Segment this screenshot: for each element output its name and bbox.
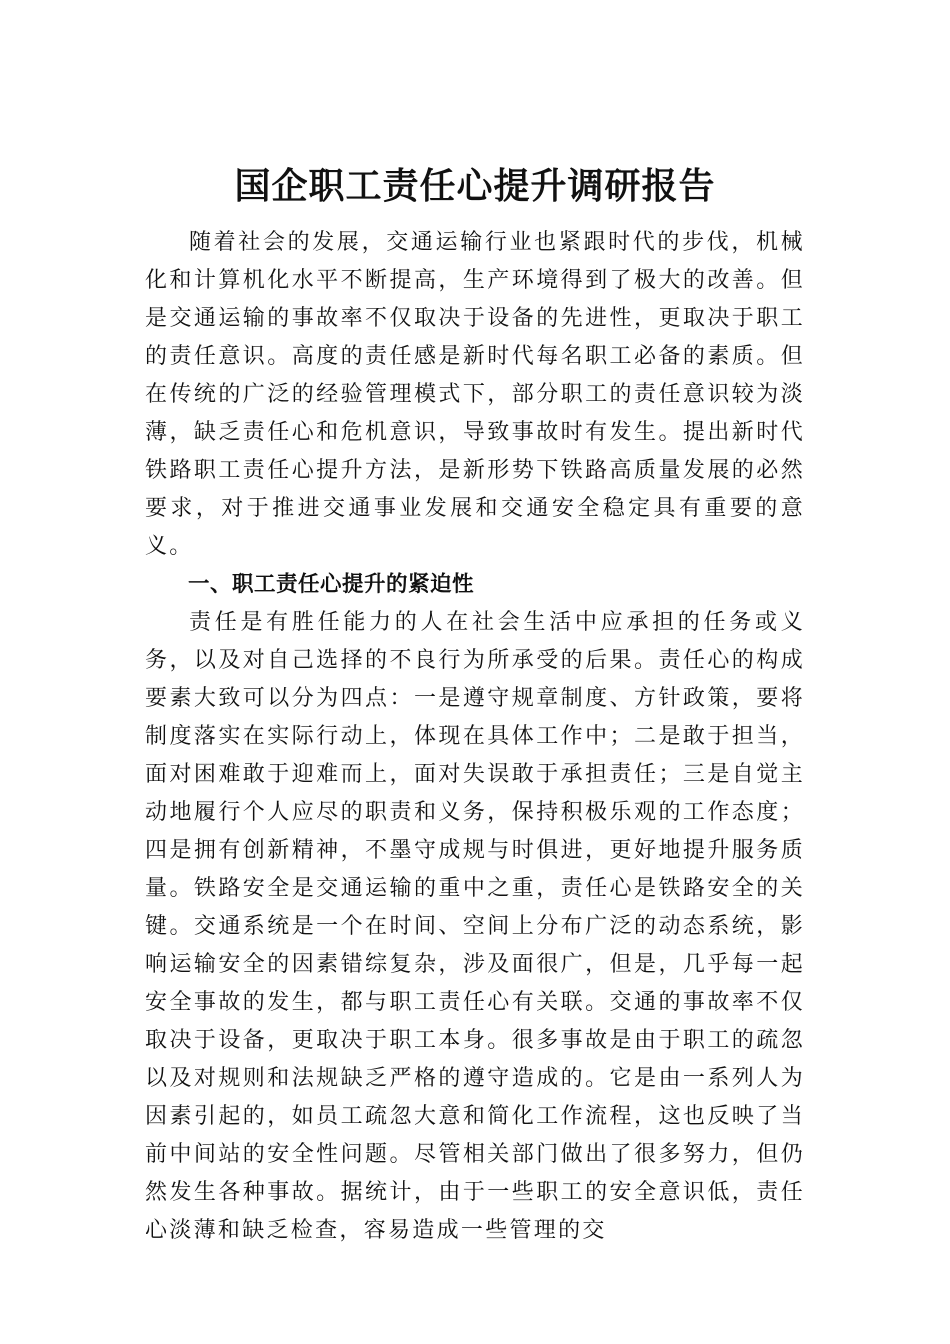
document-body (145, 224, 805, 1250)
section-1-paragraph: 责任是有胜任能力的人在社会生活中应承担的任务或义务，以及对自己选择的不良行为所承受的后果。责任心的构成要素大致可以分为四点：一是遵守规章制度、方针政策，要将制度落实在实际行动上，体现在具体工作中；二是敢于担当，面对困难敢于迎难而上，面对失误敢于承担责任；三是自觉主动地履行个人应尽的职责和义务，保持积极乐观的工作态度；四是拥有创新精神，不墨守成规与时俱进，更好地提升服务质量。铁路安全是交通运输的重中之重，责任心是铁路安全的关键。交通系统是一个在时间、空间上分布广泛的动态系统，影响运输安全的因素错综复杂，涉及面很广，但是，几乎每一起安全事故的发生，都与职工责任心有关联。交通的事故率不仅取决于设备，更取决于职工本身。很多事故是由于职工的疏忽以及对规则和法规缺乏严格的遵守造成的。它是由一系列人为因素引起的，如员工疏忽大意和简化工作流程，这也反映了当前中间站的安全性问题。尽管相关部门做出了很多努力，但仍然发生各种事故。据统计，由于一些职工的安全意识低，责任心淡薄和缺乏检查，容易造成一些管理的交 (145, 610, 805, 1243)
intro-paragraph: 随着社会的发展，交通运输行业也紧跟时代的步伐，机械化和计算机化水平不断提高，生产环境得到了极大的改善。但是交通运输的事故率不仅取决于设备的先进性，更取决于职工的责任意识。高度的责任感是新时代每名职工必备的素质。但在传统的广泛的经验管理模式下，部分职工的责任意识较为淡薄，缺乏责任心和危机意识，导致事故时有发生。提出新时代铁路职工责任心提升方法，是新形势下铁路高质量发展的必然要求，对于推进交通事业发展和交通安全稳定具有重要的意义。 (145, 230, 805, 559)
document-title: 国企职工责任心提升调研报告 (234, 165, 716, 207)
section-1-heading: 一、职工责任心提升的紧迫性 (188, 572, 475, 597)
